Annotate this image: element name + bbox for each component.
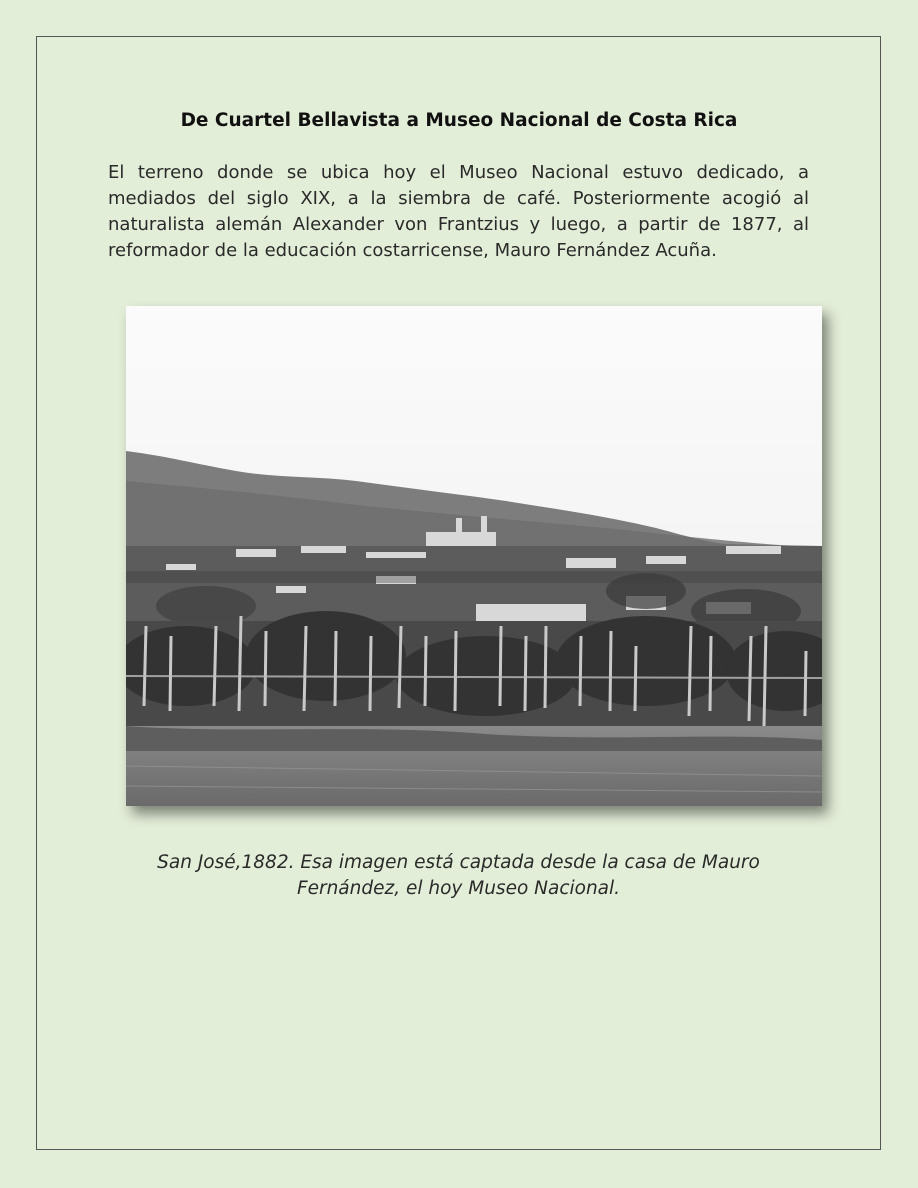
intro-paragraph: El terreno donde se ubica hoy el Museo Nacional estuvo dedicado, a mediados del siglo XIX, a la siembra de café. Posteriormente acogió al naturalista alemán Alexander von Frantzius y luego, a partir de 1877, al reformador de la educación costarricense, Mauro Fernández Acuña.	[108, 162, 809, 261]
photo-caption: San José,1882. Esa imagen está captada desde la casa de Mauro Fernández, el hoy Museo Nacional.	[157, 852, 760, 899]
historic-photo-illustration	[126, 306, 822, 806]
historic-photo	[126, 306, 822, 806]
page-title: De Cuartel Bellavista a Museo Nacional de Costa Rica	[180, 110, 738, 131]
